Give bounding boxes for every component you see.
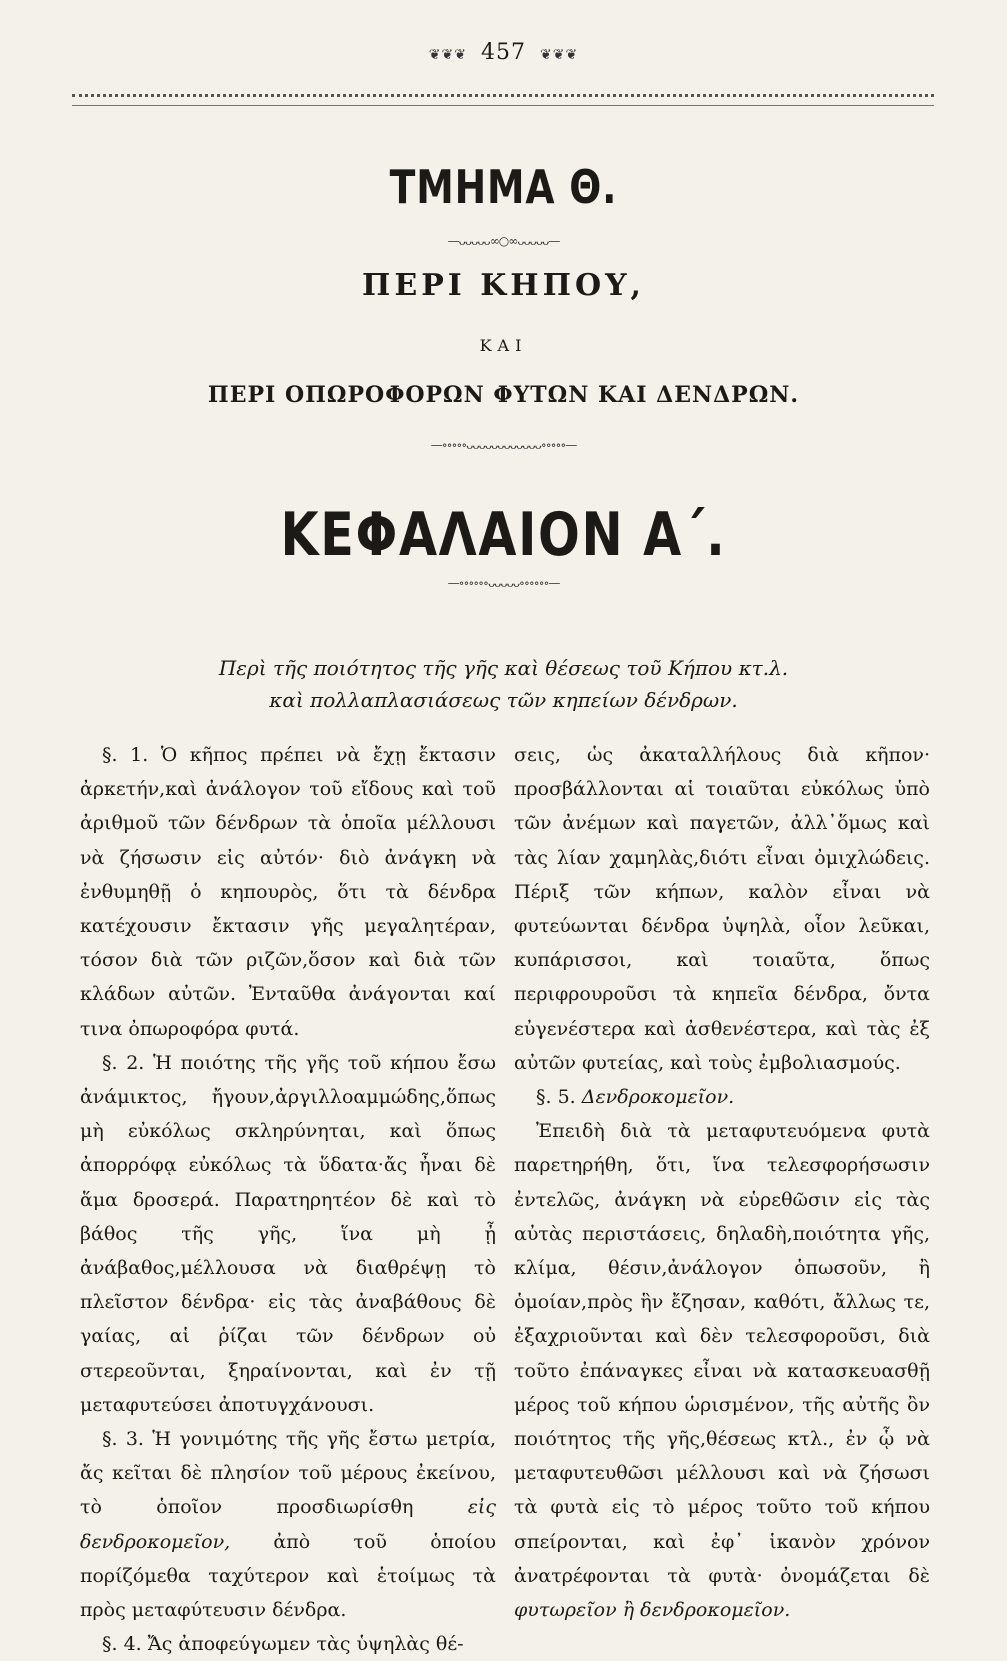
section-subtitle-2: ΠΕΡΙ ΟΠΩΡΟΦΟΡΩΝ ΦΥΤΩΝ ΚΑΙ ΔΕΝΔΡΩΝ. [207,382,800,408]
section-label-3: §. 3. [102,1428,144,1451]
paragraph-5-italic: φυτωρεῖον ἢ δενδροκομεῖον. [514,1599,791,1622]
page-number: 457 [481,40,526,65]
paragraph-5 [514,1114,930,1627]
paragraph-1-text: Ὁ κῆπος πρέπει νὰ ἔχῃ ἔκτασιν ἀρκετήν,καὶ ἀνάλογον τοῦ εἴδους καὶ τοῦ ἀριθμοῦ τῶν δένδρων τὰ ὁποῖα μέλλουσι νὰ ζήσωσιν εἰς αὐτόν· διὸ ἀνάγκη νὰ ἐνθυμηθῇ ὁ κηπουρὸς, ὅτι τὰ δένδρα κατέχουσιν ἔκτασιν γῆς μεγαλητέραν, τόσον διὰ τῶν ριζῶν,ὅσον καὶ διὰ τῶν κλάδων αὐτῶν. Ἐνταῦθα ἀνάγονται καί τινα ὀπωροφόρα φυτά. [80,744,496,1040]
ornament-left-icon: ❦❦❦ [428,47,467,63]
section-label-1: §. 1. [102,744,149,766]
paragraph-2 [80,1046,496,1422]
paragraph-4-start [80,1627,496,1661]
section-title: ΤΜΗΜΑ Θ. [389,160,618,214]
chapter-title: ΚΕΦΑΛΑΙΟΝ Α΄. [280,500,727,570]
paragraph-4-text-a: Ἄς ἀποφεύγωμεν τὰς ὑψηλὰς θέ- [147,1633,464,1656]
paragraph-3 [80,1422,496,1627]
top-dotted-rule [72,94,934,106]
chapter-heading-line-2: καὶ πολλαπλασιάσεως τῶν κηπείων δένδρων. [269,688,738,712]
paragraph-3-text-b: ἀπὸ τοῦ ὁποίου πορίζόμεθα ταχύτερον καὶ ἑτοίμως τὰ πρὸς μεταφύτευσιν δένδρα. [80,1530,496,1622]
left-column [80,738,496,1661]
paragraph-2-text: Ἡ ποιότης τῆς γῆς τοῦ κήπου ἔσω ἀνάμικτος, ἤγουν,ἀργιλλοαμμώδης,ὅπως μὴ εὐκόλως σκληρύνηται, καὶ ὅπως ἀπορρόφᾳ εὐκόλως τὰ ὕδατα·ἄς ἦναι δὲ ἅμα δροσερά. Παρατηρητέον δὲ καὶ τὸ βάθος τῆς γῆς, ἵνα μὴ ᾖ ἀνάβαθος,μέλλουσα νὰ διαθρέψῃ τὸ πλεῖστον δένδρα· εἰς τὰς ἀναβάθους δὲ γαίας, αἱ ῥίζαι τῶν δένδρων οὐ στερεοῦνται, ξηραίνονται, καὶ ἐν τῇ μεταφυτεύσει ἀποτυγχάνουσι. [80,1051,497,1416]
right-column [514,738,930,1627]
page-header [0,40,1007,65]
section-label-2: §. 2. [102,1051,145,1074]
section-label-4: §. 4. [102,1633,142,1656]
ornament-divider-2: —∘∘∘∘∘ᴗᴗᴗᴗᴗᴗᴗᴗᴗᴗᴗᴗ∘∘∘∘∘— [430,438,577,452]
paragraph-4-text-b: σεις, ὡς ἀκαταλλήλους διὰ κῆπον· προσβάλλονται αἱ τοιαῦται εὐκόλως ὑπὸ τῶν ἀνέμων καὶ παγετῶν, ἀλλ᾽ὅμως καὶ τὰς λίαν χαμηλὰς,διότι εἶναι ὀμιχλώδεις. Πέριξ τῶν κήπων, καλὸν εἶναι νὰ φυτεύωνται δένδρα ὑψηλὰ, οἷον λεῦκαι, κυπάρισσοι, καὶ τοιαῦτα, ὅπως περιφρουροῦσι τὰ κηπεῖα δένδρα, ὄντα εὐγενέστερα καὶ ἀσθενέστερα, καὶ τὰς ἐξ αὐτῶν φυτείας, καὶ τοὺς ἐμβολιασμούς. [514,744,930,1074]
ornament-divider-1: —ᴗᴗᴗᴗᴗ∞○∞ᴗᴗᴗᴗᴗ— [447,234,560,248]
ornament-divider-3: —∘∘∘∘∘∘ᴗᴗᴗᴗᴗ∘∘∘∘∘∘— [447,576,560,590]
paragraph-5-title: Δενδροκομεῖον. [581,1086,735,1109]
section-label-5: §. 5. [536,1086,576,1109]
paragraph-4-continued [514,738,930,1080]
chapter-heading-line-1: Περὶ τῆς ποιότητος τῆς γῆς καὶ θέσεως τοῦ Κήπου κτ.λ. [218,656,789,680]
section-subtitle-1: ΠΕΡΙ ΚΗΠΟΥ, [362,268,645,303]
section-conjunction: ΚΑΙ [479,336,528,355]
paragraph-3-text-a: Ἡ γονιμότης τῆς γῆς ἔστω μετρία, ἄς κεῖται δὲ πλησίον τοῦ μέρους ἐκείνου, τὸ ὁποῖον προσδιωρίσθη [80,1428,496,1519]
paragraph-3-italic: εἰς δενδροκομεῖον, [80,1496,496,1553]
paragraph-5-text: Ἐπειδὴ διὰ τὰ μεταφυτευόμενα φυτὰ παρετηρήθη, ὅτι, ἵνα τελεσφορήσωσιν ἐντελῶς, ἀνάγκη νὰ εὑρεθῶσιν εἰς τὰς αὐτὰς περιστάσεις, δηλαδὴ,ποιότητα γῆς, κλίμα, θέσιν,ἀνάλογον ὁπωσοῦν, ἢ ὁμοίαν,πρὸς ἣν ἔζησαν, καθότι, ἄλλως τε, ἐξαχριοῦνται καὶ δὲν τελεσφοροῦσι, διὰ τοῦτο ἐπάναγκες εἶναι νὰ κατασκευασθῇ μέρος τοῦ κήπου ὡρισμένον, τῆς αὐτῆς ὂν ποιότητος τῆς γῆς,θέσεως κτλ., ἐν ᾧ νὰ μεταφυτευθῶσι μέλλουσι καὶ νὰ ζήσωσι τὰ φυτὰ εἰς τὸ μέρος τοῦτο τοῦ κήπου σπείρονται, καὶ ἐφ᾽ ἱκανὸν χρόνον ἀνατρέφονται τὰ φυτὰ· ὀνομάζεται δὲ [514,1120,930,1587]
paragraph-5-heading [514,1080,930,1114]
ornament-right-icon: ❦❦❦ [540,47,579,63]
paragraph-1 [80,738,496,1046]
